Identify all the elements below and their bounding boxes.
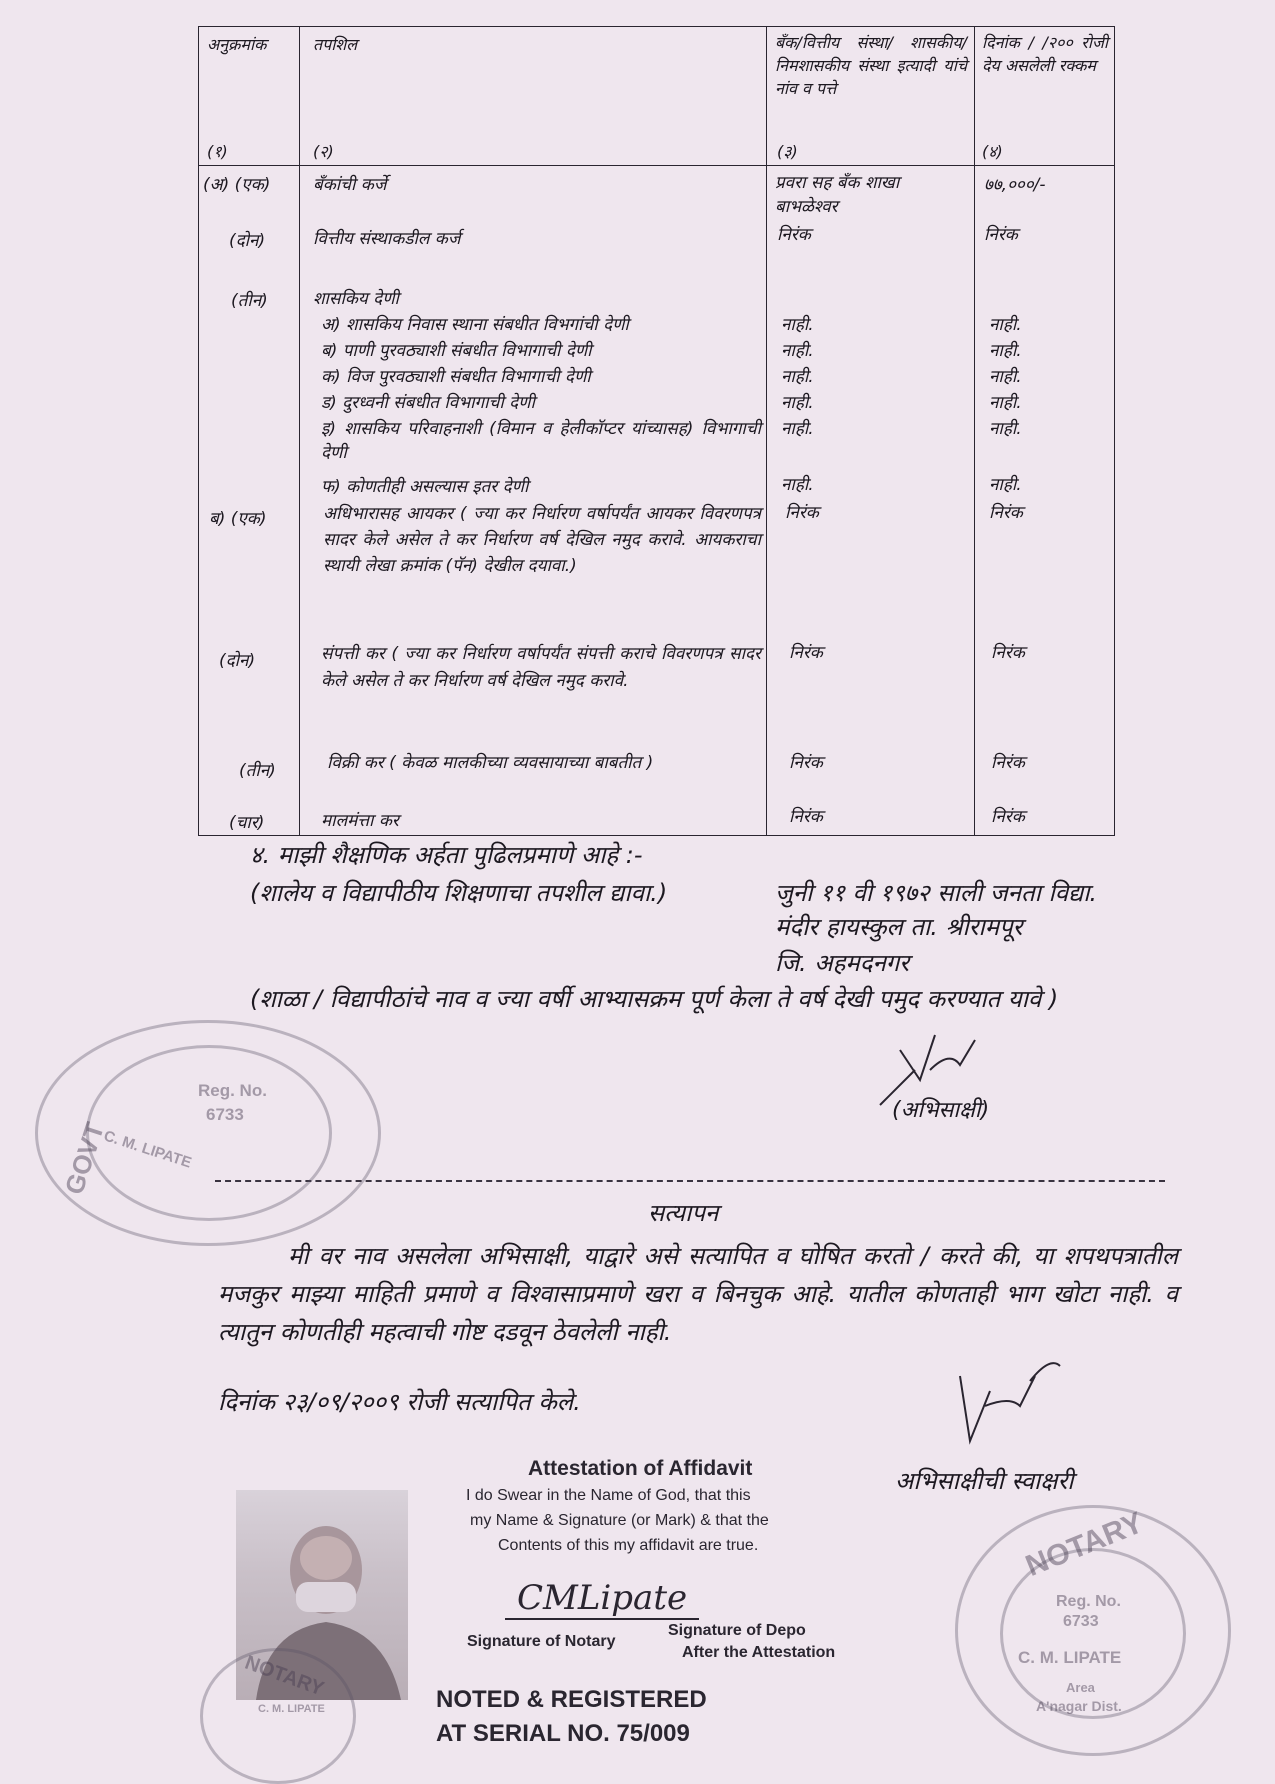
education-note: (शाळा / विद्यापीठांचे नाव व ज्या वर्षी आभ्यासक्रम पूर्ण केला ते वर्ष देखी पमुद करण्यात यावे ): [250, 985, 1059, 1013]
notary-stamp-left: [35, 1020, 381, 1246]
notary-signature-label: Signature of Notary: [467, 1633, 616, 1650]
row-bank: निरंक: [777, 225, 811, 245]
notary-stamp-small: [200, 1648, 356, 1784]
row-number: (चार): [229, 813, 265, 833]
table-col-divider: [299, 27, 300, 835]
table-header-num1: (१): [207, 142, 228, 161]
table-col-divider: [974, 27, 975, 835]
education-answer-line3: जि. अहमदनगर: [775, 949, 910, 977]
stamp-name: C. M. LIPATE: [1018, 1648, 1122, 1667]
row-bank: प्रवरा सह बँक शाखा बाभळेश्वर: [775, 173, 900, 217]
row-bank: नाही.: [781, 315, 814, 335]
stamp-govt: GOVT: [58, 1118, 111, 1199]
table-col-divider: [766, 27, 767, 835]
stamp-name: C. M. LIPATE: [101, 1127, 194, 1172]
row-detail: विक्री कर ( केवळ मालकीच्या व्यवसायाच्या बाबतीत ): [327, 753, 654, 773]
row-amount: नाही.: [989, 419, 1022, 439]
verification-date: दिनांक २३/०९/२००९ रोजी सत्यापित केले.: [218, 1388, 581, 1416]
row-detail: अ) शासकिय निवास स्थाना संबधीत विभगांची देणी: [321, 315, 629, 335]
stamp-notary-word: NOTARY: [1021, 1506, 1148, 1583]
table-header-col1: अनुक्रमांक: [207, 35, 267, 54]
registered-line1: NOTED & REGISTERED: [436, 1686, 707, 1713]
row-amount: ७७,०००/-: [984, 175, 1046, 195]
row-detail: शासकिय देणी: [313, 289, 399, 309]
row-bank: नाही.: [781, 341, 814, 361]
table-header-col3: बँक/वित्तीय संस्था/ शासकीय/निमशासकीय संस्था इत्यादी यांचे नांव व पत्ते: [775, 33, 967, 98]
verification-title: सत्यापन: [648, 1199, 719, 1227]
row-amount: नाही.: [989, 315, 1022, 335]
depo-signature-label: Signature of Depo: [668, 1622, 806, 1639]
attestation-line1: I do Swear in the Name of God, that this: [466, 1487, 751, 1504]
row-detail: अधिभारासह आयकर ( ज्या कर निर्धारण वर्षापर्यंत आयकर विवरणपत्र सादर केले असेल ते कर निर्धारण वर्ष देखिल नमुद करावे. आयकराचा स्थायी लेखा क्रमांक (पॅन) देखील दयावा.): [323, 504, 761, 576]
row-amount: निरंक: [991, 807, 1025, 827]
row-bank: निरंक: [785, 503, 819, 523]
education-heading: ४. माझी शैक्षणिक अर्हता पुढिलप्रमाणे आहे :-: [250, 841, 643, 869]
row-number: (दोन): [229, 231, 266, 251]
signature-label: अभिसाक्षीची स्वाक्षरी: [895, 1467, 1074, 1495]
stamp-dist: A'nagar Dist.: [1036, 1698, 1122, 1714]
row-detail: इ) शासकिय परिवाहनाशी (विमान व हेलीकॉप्टर यांच्यासह) विभागाची देणी: [321, 419, 761, 463]
education-answer-line1: जुनी ११ वी १९७२ साली जनता विद्या.: [775, 879, 1098, 907]
row-detail: फ) कोणतीही असल्यास इतर देणी: [321, 477, 529, 497]
row-detail: वित्तीय संस्थाकडील कर्ज: [313, 229, 461, 249]
registered-line2: AT SERIAL NO. 75/009: [436, 1720, 690, 1747]
row-amount: नाही.: [989, 393, 1022, 413]
table-header-num2: (२): [313, 142, 334, 161]
stamp-reg-label: Reg. No.: [198, 1081, 267, 1100]
row-number: ब) (एक): [209, 509, 267, 529]
row-amount: नाही.: [989, 475, 1022, 495]
table-header-divider: [199, 165, 1114, 166]
depo-signature-label2: After the Attestation: [682, 1644, 836, 1661]
education-answer-line2: मंदीर हायस्कुल ता. श्रीरामपूर: [775, 913, 1023, 941]
table-header-num3: (३): [777, 142, 798, 161]
row-bank: नाही.: [781, 367, 814, 387]
table-header-col4: दिनांक / /२०० रोजी देय असलेली रक्कम: [982, 33, 1108, 75]
row-amount: निरंक: [989, 503, 1023, 523]
row-detail: ड) दुरध्वनी संबधीत विभागाची देणी: [321, 393, 535, 413]
table-header-num4: (४): [982, 142, 1003, 161]
education-prompt: (शालेय व विद्यापीठीय शिक्षणाचा तपशील द्यावा.): [250, 879, 668, 907]
stamp-reg-number: 6733: [206, 1105, 244, 1124]
row-bank: नाही.: [781, 475, 814, 495]
stamp-name: C. M. LIPATE: [258, 1703, 325, 1715]
row-detail: ब) पाणी पुरवठ्याशी संबधीत विभागाची देणी: [321, 341, 592, 361]
row-bank: नाही.: [781, 393, 814, 413]
row-amount: नाही.: [989, 341, 1022, 361]
stamp-reg-number: 6733: [1063, 1613, 1099, 1630]
row-detail: क) विज पुरवठ्याशी संबधीत विभागाची देणी: [321, 367, 591, 387]
attestation-line3: Contents of this my affidavit are true.: [498, 1537, 759, 1554]
row-bank: निरंक: [789, 753, 823, 773]
liabilities-table: [198, 26, 1115, 836]
row-amount: निरंक: [991, 643, 1025, 663]
row-bank: नाही.: [781, 419, 814, 439]
row-number: (दोन): [219, 651, 256, 671]
notary-signature: CMLipate: [505, 1578, 699, 1620]
verification-signature: [940, 1346, 1070, 1456]
row-bank: निरंक: [789, 643, 823, 663]
row-amount: निरंक: [984, 225, 1018, 245]
row-number: (तीन): [239, 761, 276, 781]
table-header-col2: तपशिल: [313, 35, 358, 54]
attestation-title: Attestation of Affidavit: [528, 1457, 753, 1480]
row-number: (अ) (एक): [203, 175, 271, 195]
row-detail: बँकांची कर्जे: [313, 175, 387, 195]
row-amount: नाही.: [989, 367, 1022, 387]
row-detail: संपत्ती कर ( ज्या कर निर्धारण वर्षापर्यंत संपत्ती कराचे विवरणपत्र सादर केले असेल ते कर निर्धारण वर्ष देखिल नमुद करावे.: [321, 644, 761, 691]
stamp-area: Area: [1066, 1680, 1095, 1695]
verification-body: मी वर नाव असलेला अभिसाक्षी, याद्वारे असे सत्यापित व घोषित करतो / करते की, या शपथपत्रातील मजकुर माझ्या माहिती प्रमाणे व विश्वासाप्रमाणे खरा व बिनचुक आहे. यातील कोणताही भाग खोटा नाही. व त्यातुन कोणतीही महत्वाची गोष्ट दडवून ठेवलेली नाही.: [218, 1242, 1178, 1346]
stamp-reg-label: Reg. No.: [1056, 1593, 1121, 1610]
row-bank: निरंक: [789, 807, 823, 827]
attestation-line2: my Name & Signature (or Mark) & that the: [470, 1512, 769, 1529]
row-number: (तीन): [231, 291, 268, 311]
deponent-label: (अभिसाक्षी): [892, 1098, 990, 1123]
row-detail: मालमंत्ता कर: [321, 811, 399, 831]
stamp-notary-word: NOTARY: [241, 1651, 327, 1701]
notary-stamp-right: [955, 1505, 1231, 1756]
row-amount: निरंक: [991, 753, 1025, 773]
